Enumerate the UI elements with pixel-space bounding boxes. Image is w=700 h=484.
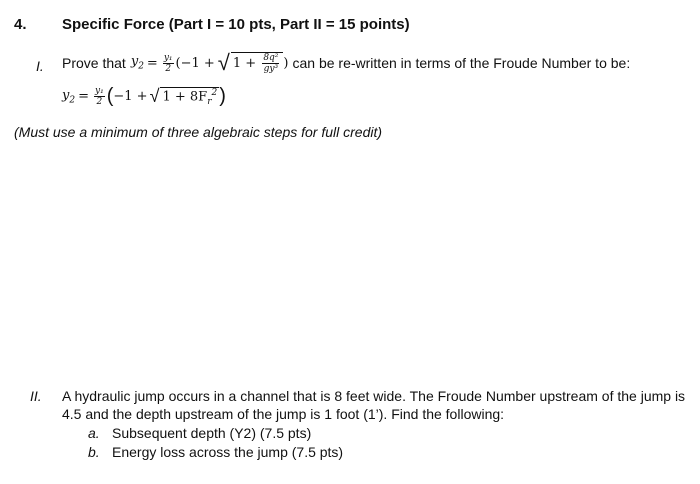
- eq2-close: ): [219, 85, 226, 107]
- item-b-marker: b.: [88, 444, 100, 460]
- eq1-fraction: $\frac{\text{y₁}}{2}$: [163, 52, 173, 74]
- part1-note: (Must use a minimum of three algebraic steps for full credit): [14, 124, 383, 140]
- part2-line2: 4.5 and the depth upstream of the jump is 1 foot (1’). Find the following:: [62, 406, 505, 422]
- part2-line1: A hydraulic jump occurs in a channel that is 8 feet wide. The Froude Number upstream of the jump is: [62, 388, 686, 404]
- eq2-inner: −1 +: [113, 89, 148, 104]
- problem-title: Specific Force (Part I = 10 pts, Part II = 15 points): [62, 16, 410, 33]
- radical-icon: √: [149, 86, 160, 106]
- eq2-sqrt: $1 + 8F_r^2$: [162, 87, 218, 107]
- item-a-text: Subsequent depth (Y2) (7.5 pts): [112, 425, 312, 441]
- problem-number: 4.: [14, 16, 27, 33]
- eq1-equals: =: [146, 55, 158, 71]
- eq2-fraction: $\frac{\text{y₁}}{2}$: [95, 86, 104, 107]
- prove-prefix: Prove that: [62, 55, 126, 71]
- radical-icon: √: [217, 50, 230, 75]
- prove-suffix: can be re-written in terms of the Froude Number to be:: [292, 55, 631, 71]
- eq2-open: (: [106, 85, 114, 107]
- eq2-lhs: $y_2$: [62, 87, 76, 106]
- part1-froude-equation: [62, 85, 226, 108]
- eq1-close: ): [283, 55, 289, 71]
- part1-prove-line: [62, 50, 630, 76]
- part1-label: I.: [36, 58, 44, 74]
- eq1-inner-start: (−1 +: [175, 55, 215, 71]
- item-a-marker: a.: [88, 425, 100, 441]
- part2-label: II.: [30, 388, 42, 404]
- item-b-text: Energy loss across the jump (7.5 pts): [112, 444, 344, 460]
- eq1-sqrt: 1 + $\frac{\text{8q²}}{\text{gy³}}$: [231, 52, 284, 74]
- eq1-lhs: $y_2$: [130, 54, 144, 72]
- eq2-equals: =: [78, 89, 89, 104]
